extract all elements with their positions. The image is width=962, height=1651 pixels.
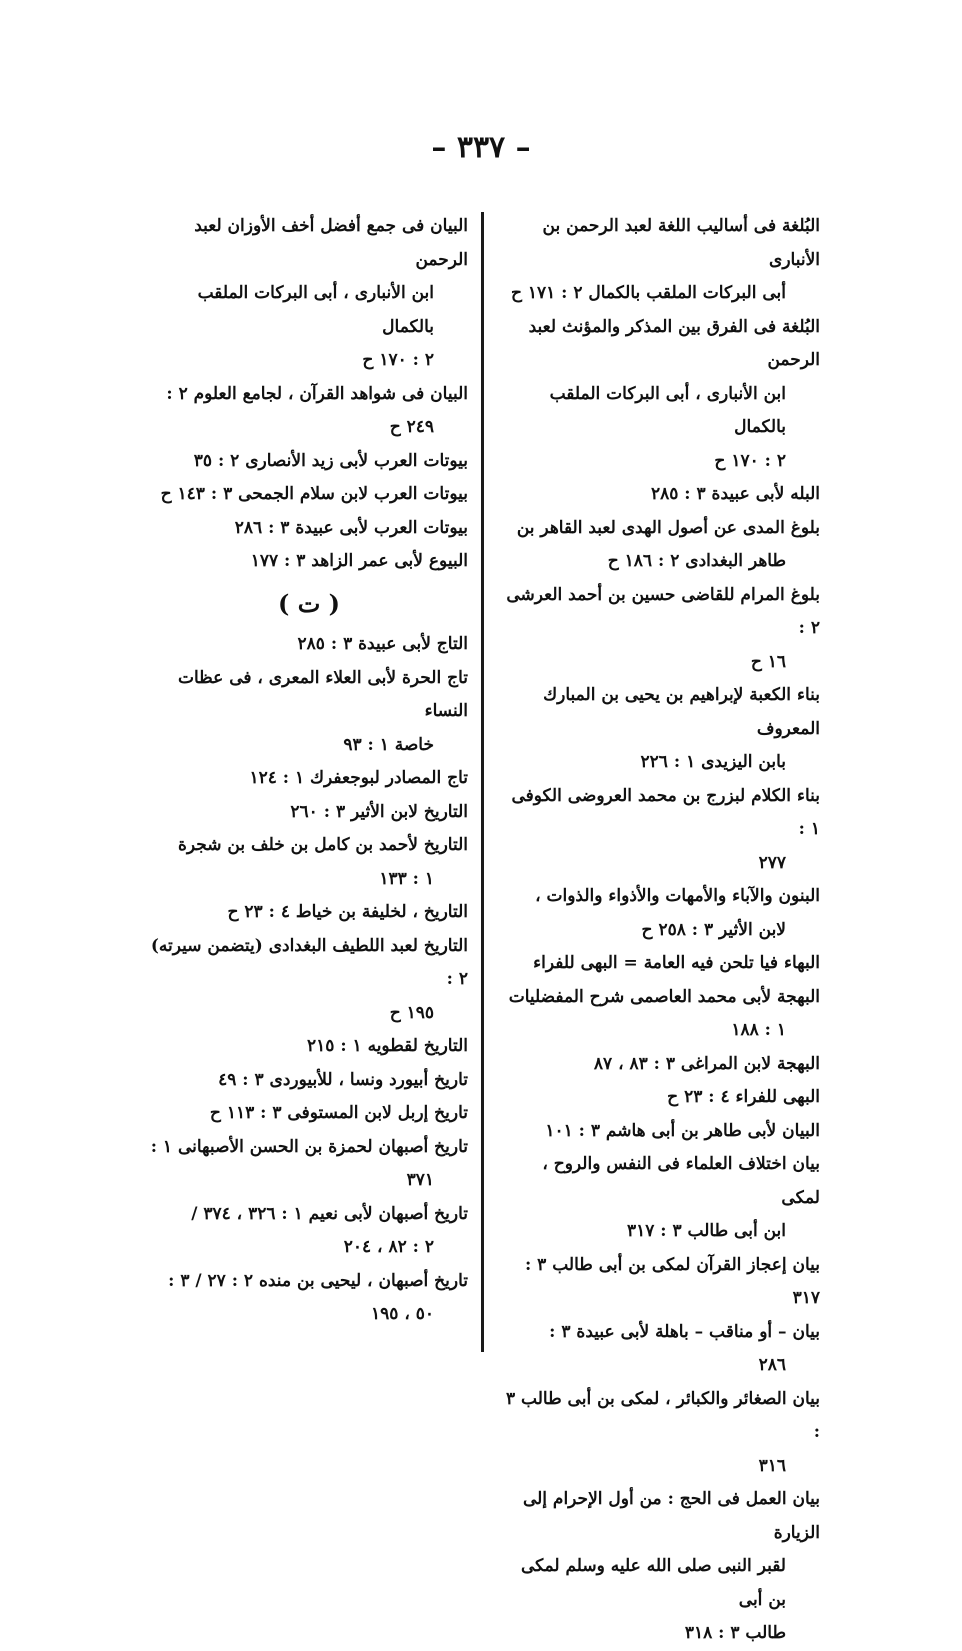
entry-head: البهجة لابن المراغى ٣ : ٨٣ ، ٨٧ xyxy=(593,1053,820,1074)
index-entry xyxy=(505,981,820,1048)
entry-head: بيان إعجاز القرآن لمكى بن أبى طالب ٣ : ٣١٧ xyxy=(524,1254,820,1308)
index-entry xyxy=(150,1198,468,1265)
index-entry xyxy=(150,1265,468,1332)
index-entry xyxy=(505,1115,820,1149)
entry-head: بيان – أو مناقب – باهلة لأبى عبيدة ٣ : xyxy=(549,1321,820,1342)
entry-continuation: طاهر البغدادى ٢ : ١٨٦ ح xyxy=(607,551,786,571)
entry-continuation: ١ : ١٣٣ xyxy=(379,868,434,889)
index-entry xyxy=(505,210,820,311)
entry-head: البُلغة فى الفرق بين المذكر والمؤنث لعبد الرحمن xyxy=(528,316,820,370)
entry-head: التاريخ لعبد اللطيف البغدادى (يتضمن سيرته) ٢ : xyxy=(150,935,468,989)
entry-continuation: ٢ : ١٧٠ ح xyxy=(362,350,434,370)
index-entry xyxy=(150,1097,468,1131)
entry-head: تاريخ أصبهان لأبى نعيم ١ : ٣٢٦ ، ٣٧٤ / xyxy=(191,1203,468,1224)
entry-head: التاريخ لأحمد بن كامل بن خلف بن شجرة xyxy=(177,835,468,855)
index-entry xyxy=(150,1064,468,1098)
entry-continuation: ٢ : ٨٢ ، ٢٠٤ xyxy=(343,1237,434,1257)
entry-head: تاريخ إربل لابن المستوفى ٣ : ١١٣ ح xyxy=(209,1103,468,1123)
index-entry xyxy=(150,445,468,479)
page-number: – ٣٣٧ – xyxy=(431,130,531,165)
entry-continuation: ٥٠ ، ١٩٥ xyxy=(371,1304,434,1324)
entry-head: التاج لأبى عبيدة ٣ : ٢٨٥ xyxy=(297,634,468,654)
entry-head: التاريخ لقطويه ١ : ٢١٥ xyxy=(307,1036,468,1056)
entry-head: بيوتات العرب لابن سلام الجمحى ٣ : ١٤٣ ح xyxy=(160,484,468,504)
entry-continuation: أبى البركات الملقب بالكمال ٢ : ١٧١ ح xyxy=(510,283,786,303)
entry-head: البهجة لأبى محمد العاصمى شرح المفضليات xyxy=(508,986,820,1007)
entry-head: البيوع لأبى عمر الزاهد ٣ : ١٧٧ xyxy=(250,551,468,571)
index-entry xyxy=(150,896,468,930)
entry-head: بيوتات العرب لأبى زيد الأنصارى ٢ : ٣٥ xyxy=(193,450,468,471)
entry-continuation: ٢٤٩ ح xyxy=(389,417,434,437)
index-entry xyxy=(150,930,468,1031)
index-entry xyxy=(505,1048,820,1082)
index-entry xyxy=(505,679,820,780)
entry-continuation: ٢٨٦ xyxy=(758,1355,786,1375)
index-entry xyxy=(150,762,468,796)
entry-continuation: ٣٧١ xyxy=(406,1170,434,1190)
index-entry xyxy=(150,796,468,830)
index-entry xyxy=(150,545,468,579)
index-entry xyxy=(150,829,468,896)
entry-continuation: ٢ : ١٧٠ ح xyxy=(714,450,786,471)
entry-head: بناء الكعبة لإبراهيم بن يحيى بن المبارك المعروف xyxy=(543,685,820,739)
entry-head: تاج المصادر لبوجعفرك ١ : ١٢٤ xyxy=(249,768,468,788)
entry-head: تاريخ أبيورد ونسا ، للأبيوردى ٣ : ٤٩ xyxy=(218,1069,468,1090)
index-entry xyxy=(505,780,820,881)
entry-head: بناء الكلام لبزرج بن محمد العروضى الكوفى ١ : xyxy=(511,785,820,839)
entry-continuation: لقبر النبى صلى الله عليه وسلم لمكى بن أبى xyxy=(521,1556,786,1610)
entry-continuation: ١٦ ح xyxy=(750,651,786,672)
entry-head: بيان اختلاف العلماء فى النفس والروح ، لمكى xyxy=(542,1154,820,1208)
entry-continuation: طالب ٣ : ٣١٨ xyxy=(684,1623,786,1643)
entry-head: بلوغ المرام للقاضى حسين بن أحمد العرشى ٢ : xyxy=(506,584,820,638)
index-entry xyxy=(505,947,820,981)
entry-head: التاريخ ، لخليفة بن خياط ٤ : ٢٣ ح xyxy=(227,902,468,922)
column-divider xyxy=(481,212,484,1352)
entry-head: بيان الصغائر والكبائر ، لمكى بن أبى طالب ٣ : xyxy=(505,1388,820,1442)
entry-continuation: ٣١٦ xyxy=(758,1455,786,1476)
section-letter-heading: ( ت ) xyxy=(277,588,340,618)
index-entry xyxy=(505,478,820,512)
entry-head: البنون والآباء والأمهات والأذواء والذوات ، xyxy=(535,886,820,906)
index-entry xyxy=(150,1131,468,1198)
index-entry xyxy=(150,210,468,378)
entry-continuation: ابن أبى طالب ٣ : ٣١٧ xyxy=(626,1221,786,1241)
index-entry xyxy=(505,1081,820,1115)
entry-continuation: بابن اليزيدى ١ : ٢٢٦ xyxy=(640,752,786,772)
entry-head: البيان فى شواهد القرآن ، لجامع العلوم ٢ : xyxy=(166,383,468,404)
index-entry xyxy=(150,662,468,763)
entry-continuation: ١ : ١٨٨ xyxy=(731,1020,786,1040)
index-entry xyxy=(150,512,468,546)
entry-head: بيان العمل فى الحج : من أول الإحرام إلى الزيارة xyxy=(522,1489,820,1543)
entry-head: تاريخ أصبهان لحمزة بن الحسن الأصبهانى ١ : xyxy=(150,1136,468,1157)
entry-head: البُلغة فى أساليب اللغة لعبد الرحمن بن الأنبارى xyxy=(542,216,820,270)
index-entry xyxy=(505,311,820,479)
index-entry xyxy=(150,478,468,512)
index-entry xyxy=(505,1249,820,1316)
index-entry xyxy=(150,628,468,662)
index-entry xyxy=(150,378,468,445)
index-entry xyxy=(505,1148,820,1249)
index-entry xyxy=(150,1030,468,1064)
entry-continuation: ١٩٥ ح xyxy=(389,1002,434,1023)
right-column xyxy=(505,210,820,1651)
entry-head: البهاء فيا تلحن فيه العامة = البهى للفراء xyxy=(533,953,820,973)
index-entry xyxy=(505,579,820,680)
index-entry xyxy=(505,1316,820,1383)
entry-continuation: ابن الأنبارى ، أبى البركات الملقب بالكمال xyxy=(197,283,434,337)
entry-head: البله لأبى عبيدة ٣ : ٢٨٥ xyxy=(650,484,820,504)
entry-head: البهى للفراء ٤ : ٢٣ ح xyxy=(667,1087,820,1107)
left-column-bottom xyxy=(150,628,468,1332)
entry-head: بيوتات العرب لأبى عبيدة ٣ : ٢٨٦ xyxy=(234,517,468,538)
entry-continuation: لابن الأثير ٣ : ٢٥٨ ح xyxy=(641,919,786,940)
index-entry xyxy=(505,512,820,579)
left-column-top xyxy=(150,210,468,579)
entry-head: تاريخ أصبهان ، ليحيى بن منده ٢ : ٢٧ / ٣ : xyxy=(168,1270,468,1291)
left-column xyxy=(150,210,468,1332)
index-entry xyxy=(505,1383,820,1484)
entry-head: تاج الحرة لأبى العلاء المعرى ، فى عظات النساء xyxy=(178,667,468,721)
index-entry xyxy=(505,880,820,947)
index-entry xyxy=(505,1483,820,1651)
entry-head: بلوغ المدى عن أصول الهدى لعبد القاهر بن xyxy=(516,517,820,538)
entry-head: التاريخ لابن الأثير ٣ : ٢٦٠ xyxy=(290,801,468,822)
entry-head: البيان لأبى طاهر بن أبى هاشم ٣ : ١٠١ xyxy=(545,1120,820,1141)
entry-continuation: ٢٧٧ xyxy=(758,852,786,873)
entry-continuation: ابن الأنبارى ، أبى البركات الملقب بالكمال xyxy=(549,383,786,437)
entry-head: البيان فى جمع أفضل أخف الأوزان لعبد الرحمن xyxy=(194,216,468,270)
entry-continuation: خاصة ١ : ٩٣ xyxy=(343,734,434,755)
